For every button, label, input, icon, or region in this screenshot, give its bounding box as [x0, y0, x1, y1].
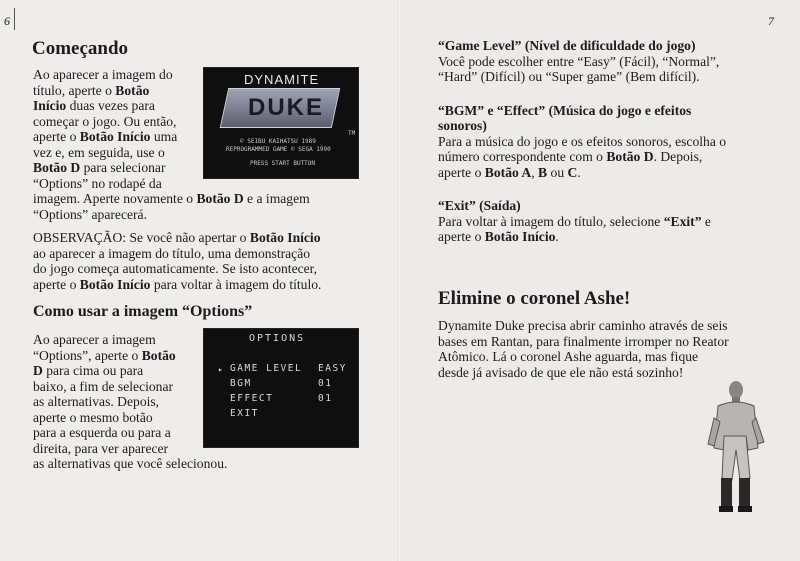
- observacao-line: aperte o Botão Início para voltar à imagem do título.: [33, 276, 322, 292]
- options-line: direita, para ver aparecer: [33, 440, 169, 456]
- options-line: aperte o mesmo botão: [33, 409, 153, 425]
- comecando-line: “Options” aparecerá.: [33, 206, 147, 222]
- option-block-line: número correspondente com o Botão D. Depois,: [438, 149, 703, 164]
- comecando-line: Botão D para selecionar: [33, 160, 166, 175]
- elimine-line: Atômico. Lá o coronel Ashe aguarda, mas fique: [438, 349, 699, 364]
- elimine-line: bases em Rantan, para finalmente irromper no Reator: [438, 333, 729, 349]
- heading-options: Como usar a imagem “Options”: [33, 303, 253, 320]
- option-block-line: aperte o Botão A, B ou C.: [438, 164, 581, 180]
- logo-dynamite-text: DYNAMITE: [244, 72, 320, 87]
- copyright-line-1: © SEIBU KAIHATSU 1989: [240, 138, 316, 145]
- option-block-text: [438, 214, 788, 245]
- trademark-mark: TM: [348, 130, 356, 137]
- paragraph-elimine: [438, 318, 788, 380]
- options-line: as alternativas que você selecionou.: [33, 456, 228, 471]
- options-screen-image: [203, 328, 359, 448]
- observacao-line: do jogo começa automaticamente. Se isto acontecer,: [33, 261, 318, 276]
- option-block-text: [438, 134, 788, 181]
- option-block-title: “BGM” e “Effect” (Música do jogo e efeitos: [438, 102, 692, 118]
- observacao-line: OBSERVAÇÃO: Se você não apertar o Botão Início: [33, 230, 321, 245]
- comecando-line: Ao aparecer a imagem do: [33, 67, 173, 82]
- options-line: “Options”, aperte o Botão: [33, 347, 176, 363]
- left-page: [0, 0, 398, 561]
- options-cursor-icon: ▸: [218, 365, 223, 374]
- option-block-line: aperte o Botão Início.: [438, 229, 559, 244]
- comecando-line: imagem. Aperte novamente o Botão D e a imagem: [33, 191, 310, 206]
- options-title: OPTIONS: [249, 333, 306, 344]
- option-block-line: Para a música do jogo e os efeitos sonoros, escolha o: [438, 133, 727, 149]
- options-line: as alternativas. Depois,: [33, 394, 160, 409]
- options-line: para a esquerda ou para a: [33, 425, 171, 440]
- comecando-line: vez e, em seguida, use o: [33, 144, 165, 160]
- options-row-label: EFFECT: [230, 393, 274, 404]
- options-row-value: EASY: [318, 363, 347, 374]
- heading-elimine: Elimine o coronel Ashe!: [438, 288, 631, 309]
- page-number-left: 6: [4, 14, 10, 28]
- option-block-title: sonoros): [438, 118, 487, 133]
- options-line: D para cima ou para: [33, 363, 144, 378]
- option-block-line: “Hard” (Difícil) ou “Super game” (Bem difícil).: [438, 69, 700, 84]
- option-block-title: “Exit” (Saída): [438, 198, 521, 213]
- page-number-right: 7: [768, 14, 774, 28]
- options-line: Ao aparecer a imagem: [33, 332, 156, 347]
- comecando-line: aperte o Botão Início uma: [33, 129, 178, 144]
- comecando-line: começar o jogo. Ou então,: [33, 113, 177, 129]
- heading-comecando: Começando: [32, 38, 129, 59]
- elimine-line: Dynamite Duke precisa abrir caminho através de seis: [438, 318, 728, 333]
- right-page: [400, 0, 800, 561]
- comecando-line: “Options” no rodapé da: [33, 175, 162, 191]
- title-screen-image: [203, 67, 359, 179]
- colonel-ashe-figure: [700, 378, 770, 518]
- options-row-label: EXIT: [230, 408, 259, 419]
- comecando-line: título, aperte o Botão: [33, 82, 150, 98]
- copyright-line-2: REPROGRAMMED GAME © SEGA 1990: [226, 146, 331, 153]
- logo-duke-text: DUKE: [248, 94, 325, 121]
- option-block-text: [438, 54, 788, 85]
- elimine-line: desde já avisado de que ele não está sozinho!: [438, 364, 684, 380]
- options-row-label: GAME LEVEL: [230, 363, 303, 374]
- option-block-line: Para voltar à imagem do título, selecione “Exit” e: [438, 213, 711, 229]
- option-block-line: Você pode escolher entre “Easy” (Fácil), “Normal”,: [438, 53, 720, 69]
- comecando-line: Início duas vezes para: [33, 98, 155, 113]
- options-row-value: 01: [318, 378, 333, 389]
- options-line: baixo, a fim de selecionar: [33, 378, 174, 394]
- press-start-text: PRESS START BUTTON: [250, 160, 316, 167]
- option-block-title: “Game Level” (Nível de dificuldade do jogo): [438, 38, 696, 53]
- observacao-line: ao aparecer a imagem do título, uma demonstração: [33, 245, 311, 261]
- paragraph-observacao: [33, 230, 393, 292]
- options-row-label: BGM: [230, 378, 252, 389]
- page-rule-left: [14, 8, 15, 30]
- options-row-value: 01: [318, 393, 333, 404]
